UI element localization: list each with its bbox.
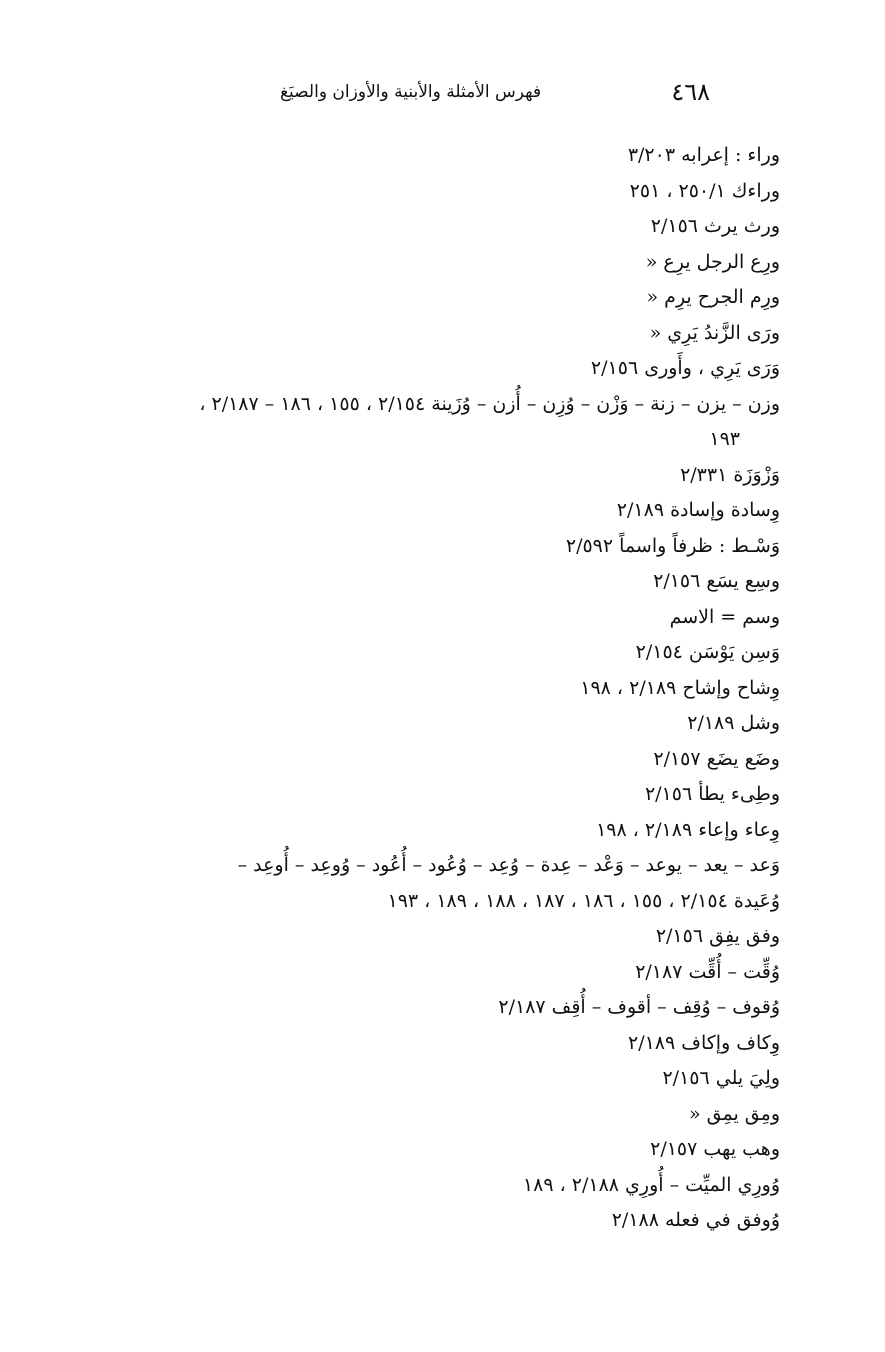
index-entry [40,458,780,494]
index-entry [40,919,780,955]
index-entry-text: وُورِي الميِّت – أُورِي ٢/١٨٨ ، ١٨٩ [522,1173,780,1196]
index-entry [40,955,780,991]
index-entry [40,742,780,778]
index-entry-text: ورَى الزَّندُ يَرِي « [649,321,780,344]
index-entry [40,564,780,600]
index-entry-text: وراءك ٢٥٠/١ ، ٢٥١ [629,179,780,202]
index-entry [40,671,780,707]
index-entry-text: وراء : إعرابه ٣/٢٠٣ [627,144,780,166]
index-entry [40,209,780,245]
index-entry [40,387,780,458]
index-entry [40,990,780,1026]
index-entry-text: وُوفق في فعله ٢/١٨٨ [611,1209,780,1231]
index-entry-text: وسم = الاسم [669,605,780,628]
running-title: فهرس الأمثلة والأبنية والأوزان والصيَغ [280,82,542,102]
index-entry-text: وِعاء وإعاء ٢/١٨٩ ، ١٩٨ [596,818,780,841]
index-entry [40,1061,780,1097]
index-entry-continuation: ١٩٣ [709,428,740,450]
index-entry-text: وَعد – يعد – يوعد – وَعْد – عِدة – وُعِد – وُعُود – أُعُود – وُوعِد – أُوعِد – [237,854,780,876]
index-entry-text: وِكاف وإكاف ٢/١٨٩ [627,1031,780,1054]
index-entry-text: وَزْوَزَة ٢/٣٣١ [680,463,780,486]
index-entry [40,1168,780,1204]
index-entry-text: وَسْـط : ظرفاً واسماً ٢/٥٩٢ [565,534,780,557]
index-entry [40,138,780,174]
index-entry [40,316,780,352]
index-entry-text: وشل ٢/١٨٩ [687,712,780,734]
index-entry-text: ولِيَ يلي ٢/١٥٦ [662,1067,780,1089]
index-entry-text: وَسِن يَوْسَن ٢/١٥٤ [635,641,780,663]
index-entry [40,600,780,636]
index-entry [40,529,780,565]
index-entry-text: وِسادة وإسادة ٢/١٨٩ [616,499,780,521]
index-entries-list [40,138,780,1239]
index-entry-text: ورِع الرجل يرِع « [645,250,780,273]
index-entry-text: وِشاح وإشاح ٢/١٨٩ ، ١٩٨ [580,676,780,699]
index-entry [40,280,780,316]
index-entry-text: وُقِّت – أُقِّت ٢/١٨٧ [635,960,780,983]
index-entry-text: وَرَى يَرِي ، وأَورى ٢/١٥٦ [590,357,780,379]
index-entry [40,635,780,671]
index-entry [40,174,780,210]
index-entry-text: وفق يفِق ٢/١٥٦ [655,925,780,947]
index-entry-text: وُقوف – وُقِف – أقوف – أُقِف ٢/١٨٧ [498,996,780,1018]
page-header [280,74,710,110]
index-entry [40,813,780,849]
index-entry-text: وسِع يسَع ٢/١٥٦ [653,570,780,592]
page-number: ٤٦٨ [671,78,710,106]
index-entry [40,245,780,281]
index-entry [40,777,780,813]
index-entry [40,1026,780,1062]
index-entry [40,1132,780,1168]
index-entry-text: وهب يهب ٢/١٥٧ [650,1138,780,1160]
index-entry [40,493,780,529]
index-entry [40,1097,780,1133]
index-entry-text: ومِق يمِق « [688,1102,780,1125]
index-entry [40,351,780,387]
index-entry [40,706,780,742]
index-entry [40,1203,780,1239]
index-entry [40,848,780,919]
index-entry-text: وزن – يزن – زنة – وَزْن – وُزِن – أُزن – وُزَينة ٢/١٥٤ ، ١٥٥ ، ١٨٦ – ٢/١٨٧ ، [199,392,780,415]
index-entry-text: وطِىء يطأ ٢/١٥٦ [644,783,780,805]
index-entry-continuation: وُعَيدة ٢/١٥٤ ، ١٥٥ ، ١٨٦ ، ١٨٧ ، ١٨٨ ، ١٨٩ ، ١٩٣ [387,889,780,912]
index-entry-text: ورِم الجرح يرِم « [646,286,780,308]
index-entry-text: ورث يرث ٢/١٥٦ [650,215,780,237]
index-entry-text: وضَع يضَع ٢/١٥٧ [653,747,780,770]
